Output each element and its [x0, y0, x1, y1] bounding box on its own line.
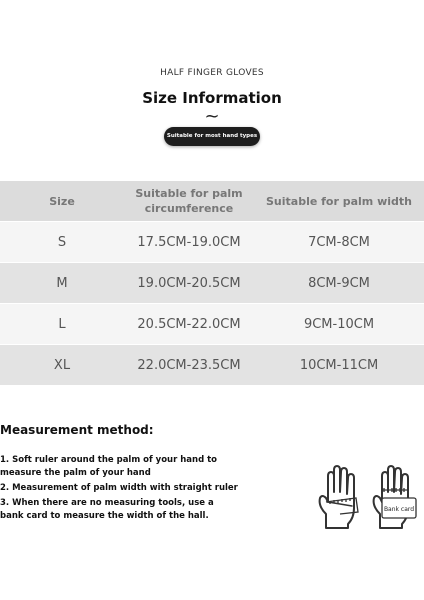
- hand-types-badge: Suitable for most hand types: [164, 127, 260, 146]
- hand-soft-ruler-icon: [320, 466, 354, 528]
- table-row: [0, 222, 424, 262]
- width-cell: 7CM-8CM: [308, 234, 370, 250]
- bank-card-label: Bank card: [383, 506, 415, 513]
- measurement-title: Measurement method:: [0, 423, 154, 437]
- circumference-cell: 20.5CM-22.0CM: [137, 316, 241, 332]
- circumference-cell: 19.0CM-20.5CM: [137, 275, 241, 291]
- size-cell: XL: [53, 357, 71, 373]
- width-cell: 10CM-11CM: [299, 357, 379, 373]
- width-cell: 9CM-10CM: [303, 316, 375, 332]
- table-row: [0, 345, 424, 385]
- size-cell: M: [56, 275, 68, 291]
- circumference-cell: 17.5CM-19.0CM: [137, 234, 241, 250]
- size-cell: L: [58, 316, 66, 332]
- width-cell: 8CM-9CM: [308, 275, 370, 291]
- hand-illustrations: [314, 462, 424, 538]
- tilde-decoration: ~: [204, 106, 220, 127]
- page-title: Size Information: [142, 89, 282, 107]
- circumference-cell: 22.0CM-23.5CM: [137, 357, 241, 373]
- measurement-step: 3. When there are no measuring tools, use a bank card to measure the width of the hall.: [0, 498, 214, 521]
- table-row: [0, 304, 424, 344]
- header-circumference: Suitable for palm circumference: [135, 187, 243, 215]
- header-size: Size: [49, 194, 75, 208]
- header-width: Suitable for palm width: [266, 194, 412, 208]
- measurement-step: 1. Soft ruler around the palm of your hand to measure the palm of your hand: [0, 455, 218, 478]
- table-header-row: [0, 181, 424, 221]
- hand-bank-card-icon: [374, 466, 408, 528]
- measurement-step: 2. Measurement of palm width with straight ruler: [0, 483, 238, 493]
- size-table: [0, 181, 424, 386]
- size-cell: S: [57, 234, 67, 250]
- table-row: [0, 263, 424, 303]
- measurement-steps: [0, 454, 240, 525]
- subtitle: HALF FINGER GLOVES: [160, 68, 264, 78]
